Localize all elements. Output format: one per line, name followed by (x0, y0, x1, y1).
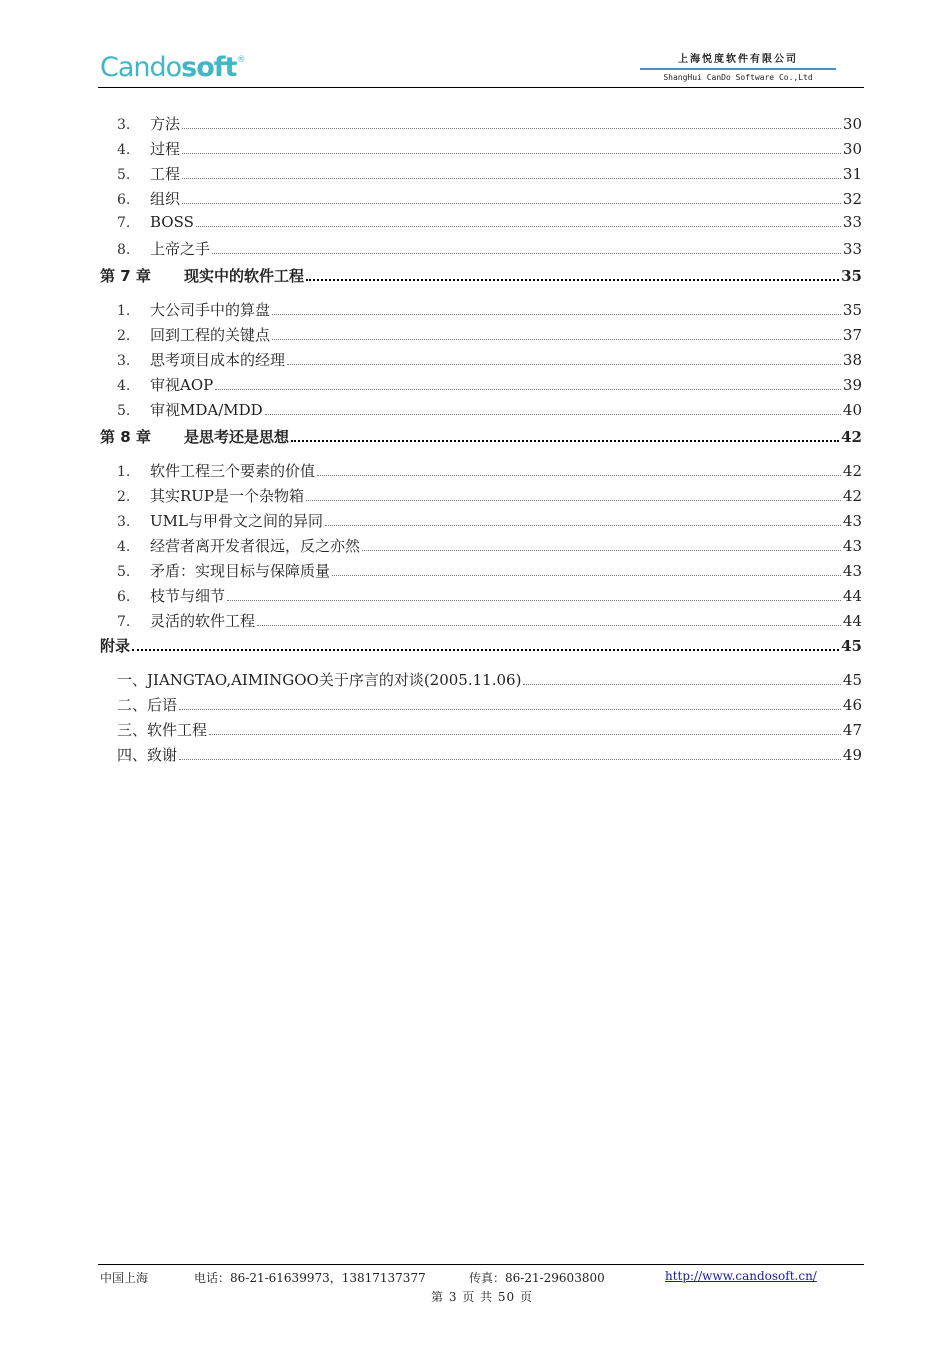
toc-leader (132, 649, 839, 651)
toc-entry-page: 39 (842, 376, 862, 394)
toc-entry-number: 7. (117, 614, 131, 630)
footer-fax: 传真：86-21-29603800 (469, 1271, 605, 1285)
toc-entry-title: 思考项目成本的经理 (150, 351, 286, 369)
company-name-zh: 上海悦度软件有限公司 (678, 54, 798, 65)
page-header (100, 48, 864, 88)
toc-leader (272, 339, 841, 340)
toc-entry[interactable] (100, 485, 862, 510)
footer-website-link[interactable]: http://www.candosoft.cn/ (665, 1269, 817, 1283)
toc-entry-page: 43 (842, 537, 862, 555)
toc-appendix[interactable]: 附录 45 (100, 637, 862, 655)
page-number: 第 3 页 共 50 页 (431, 1290, 533, 1304)
toc-entry[interactable] (100, 324, 862, 349)
toc-entry-number: 3. (117, 353, 131, 369)
toc-entry[interactable] (100, 374, 862, 399)
toc-entry-page: 47 (842, 721, 862, 739)
company-name-en: ShangHui CanDo Software Co.,Ltd (663, 73, 813, 82)
company-underline (640, 68, 836, 70)
toc-entry-title: 审视MDA/MDD (150, 401, 263, 419)
toc-entry-title: 过程 (150, 140, 181, 158)
toc-leader (212, 253, 841, 254)
table-of-contents (100, 113, 862, 769)
toc-entry-page: 45 (842, 671, 862, 689)
toc-leader (272, 314, 841, 315)
toc-leader (179, 709, 841, 710)
toc-entry[interactable] (100, 719, 862, 744)
toc-entry-title: 软件工程三个要素的价值 (150, 462, 316, 480)
toc-leader (265, 414, 841, 415)
toc-entry-page: 33 (842, 213, 862, 231)
toc-leader (196, 226, 841, 227)
toc-chapter-8[interactable]: 第 8 章 是思考还是思想 42 (100, 428, 862, 446)
toc-entry-page: 42 (842, 462, 862, 480)
toc-entry-number: 4. (117, 539, 131, 555)
toc-entry-title: 矛盾：实现目标与保障质量 (150, 562, 331, 580)
toc-entry[interactable] (100, 238, 862, 263)
toc-leader (227, 600, 841, 601)
toc-entry[interactable] (100, 138, 862, 163)
toc-entry[interactable] (100, 744, 862, 769)
toc-entry-page: 42 (842, 487, 862, 505)
toc-entry-page: 30 (842, 140, 862, 158)
toc-leader (291, 440, 839, 442)
toc-entry-page: 46 (842, 696, 862, 714)
toc-entry-number: 7. (117, 215, 131, 231)
toc-entry-title: 二、后语 (117, 696, 178, 714)
toc-entry-number: 1. (117, 464, 131, 480)
toc-leader (182, 178, 841, 179)
toc-entry-number: 2. (117, 328, 131, 344)
toc-entry-title: 方法 (150, 115, 181, 133)
toc-entry-page: 43 (842, 562, 862, 580)
toc-entry-number: 3. (117, 117, 131, 133)
toc-entry-number: 6. (117, 589, 131, 605)
toc-entry-title: 上帝之手 (150, 240, 211, 258)
toc-entry-title: BOSS (150, 213, 194, 231)
toc-entry-title: 枝节与细节 (150, 587, 226, 605)
toc-group-4 (100, 669, 862, 769)
toc-entry-page: 32 (842, 190, 862, 208)
toc-entry-page: 44 (842, 612, 862, 630)
toc-entry-number: 4. (117, 378, 131, 394)
toc-entry-title: 回到工程的关键点 (150, 326, 271, 344)
toc-leader (209, 734, 841, 735)
toc-entry[interactable] (100, 610, 862, 635)
toc-leader (325, 525, 841, 526)
toc-leader (182, 128, 841, 129)
toc-leader (182, 203, 841, 204)
toc-entry-page: 35 (842, 301, 862, 319)
toc-leader (257, 625, 841, 626)
footer-divider (98, 1264, 864, 1265)
toc-entry-number: 3. (117, 514, 131, 530)
toc-entry[interactable] (100, 535, 862, 560)
toc-entry[interactable] (100, 188, 862, 213)
footer-phone: 电话：86-21-61639973，13817137377 (194, 1271, 426, 1285)
toc-entry-title: 大公司手中的算盘 (150, 301, 271, 319)
toc-entry[interactable] (100, 349, 862, 374)
toc-entry[interactable] (100, 669, 862, 694)
toc-entry-number: 5. (117, 403, 131, 419)
toc-entry[interactable] (100, 694, 862, 719)
toc-leader (179, 759, 841, 760)
toc-leader (317, 475, 841, 476)
toc-entry[interactable] (100, 585, 862, 610)
toc-entry-title: 一、JIANGTAO,AIMINGOO关于序言的对谈(2005.11.06) (117, 671, 522, 689)
toc-entry[interactable] (100, 510, 862, 535)
toc-entry-title: 四、致谢 (117, 746, 178, 764)
toc-entry-page: 49 (842, 746, 862, 764)
toc-leader (362, 550, 841, 551)
toc-entry-page: 44 (842, 587, 862, 605)
toc-entry[interactable] (100, 163, 862, 188)
toc-entry-page: 43 (842, 512, 862, 530)
toc-entry-page: 33 (842, 240, 862, 258)
toc-entry-title: UML与甲骨文之间的异同 (150, 512, 323, 530)
toc-entry-page: 40 (842, 401, 862, 419)
toc-group-1 (100, 113, 862, 263)
toc-entry-number: 8. (117, 242, 131, 258)
toc-leader (306, 279, 839, 281)
toc-chapter-7[interactable]: 第 7 章 现实中的软件工程 35 (100, 267, 862, 285)
toc-entry[interactable] (100, 213, 862, 238)
toc-entry-title: 组织 (150, 190, 181, 208)
toc-leader (215, 389, 841, 390)
toc-entry-number: 5. (117, 564, 131, 580)
toc-entry[interactable] (100, 399, 862, 424)
toc-entry-page: 31 (842, 165, 862, 183)
toc-entry-number: 4. (117, 142, 131, 158)
toc-group-3 (100, 460, 862, 635)
toc-entry-title: 灵活的软件工程 (150, 612, 256, 630)
footer-location: 中国上海 (100, 1271, 149, 1285)
header-divider (98, 87, 864, 88)
toc-entry-title: 经营者离开发者很远，反之亦然 (150, 537, 361, 555)
toc-leader (287, 364, 841, 365)
toc-leader (306, 500, 841, 501)
toc-entry[interactable] (100, 299, 862, 324)
toc-leader (182, 153, 841, 154)
toc-entry-number: 5. (117, 167, 131, 183)
toc-entry-number: 1. (117, 303, 131, 319)
toc-entry[interactable] (100, 460, 862, 485)
toc-entry[interactable] (100, 560, 862, 585)
toc-entry-number: 6. (117, 192, 131, 208)
toc-entry-number: 2. (117, 489, 131, 505)
candosoft-logo: Candosoft® (100, 52, 245, 83)
toc-entry-page: 37 (842, 326, 862, 344)
toc-leader (523, 684, 840, 685)
toc-group-2 (100, 299, 862, 424)
toc-entry-title: 工程 (150, 165, 181, 183)
toc-entry-page: 38 (842, 351, 862, 369)
toc-entry[interactable] (100, 113, 862, 138)
toc-entry-title: 其实RUP是一个杂物箱 (150, 487, 305, 505)
company-name (648, 50, 828, 82)
toc-entry-page: 30 (842, 115, 862, 133)
toc-leader (332, 575, 841, 576)
toc-entry-title: 审视AOP (150, 376, 214, 394)
toc-entry-title: 三、软件工程 (117, 721, 208, 739)
